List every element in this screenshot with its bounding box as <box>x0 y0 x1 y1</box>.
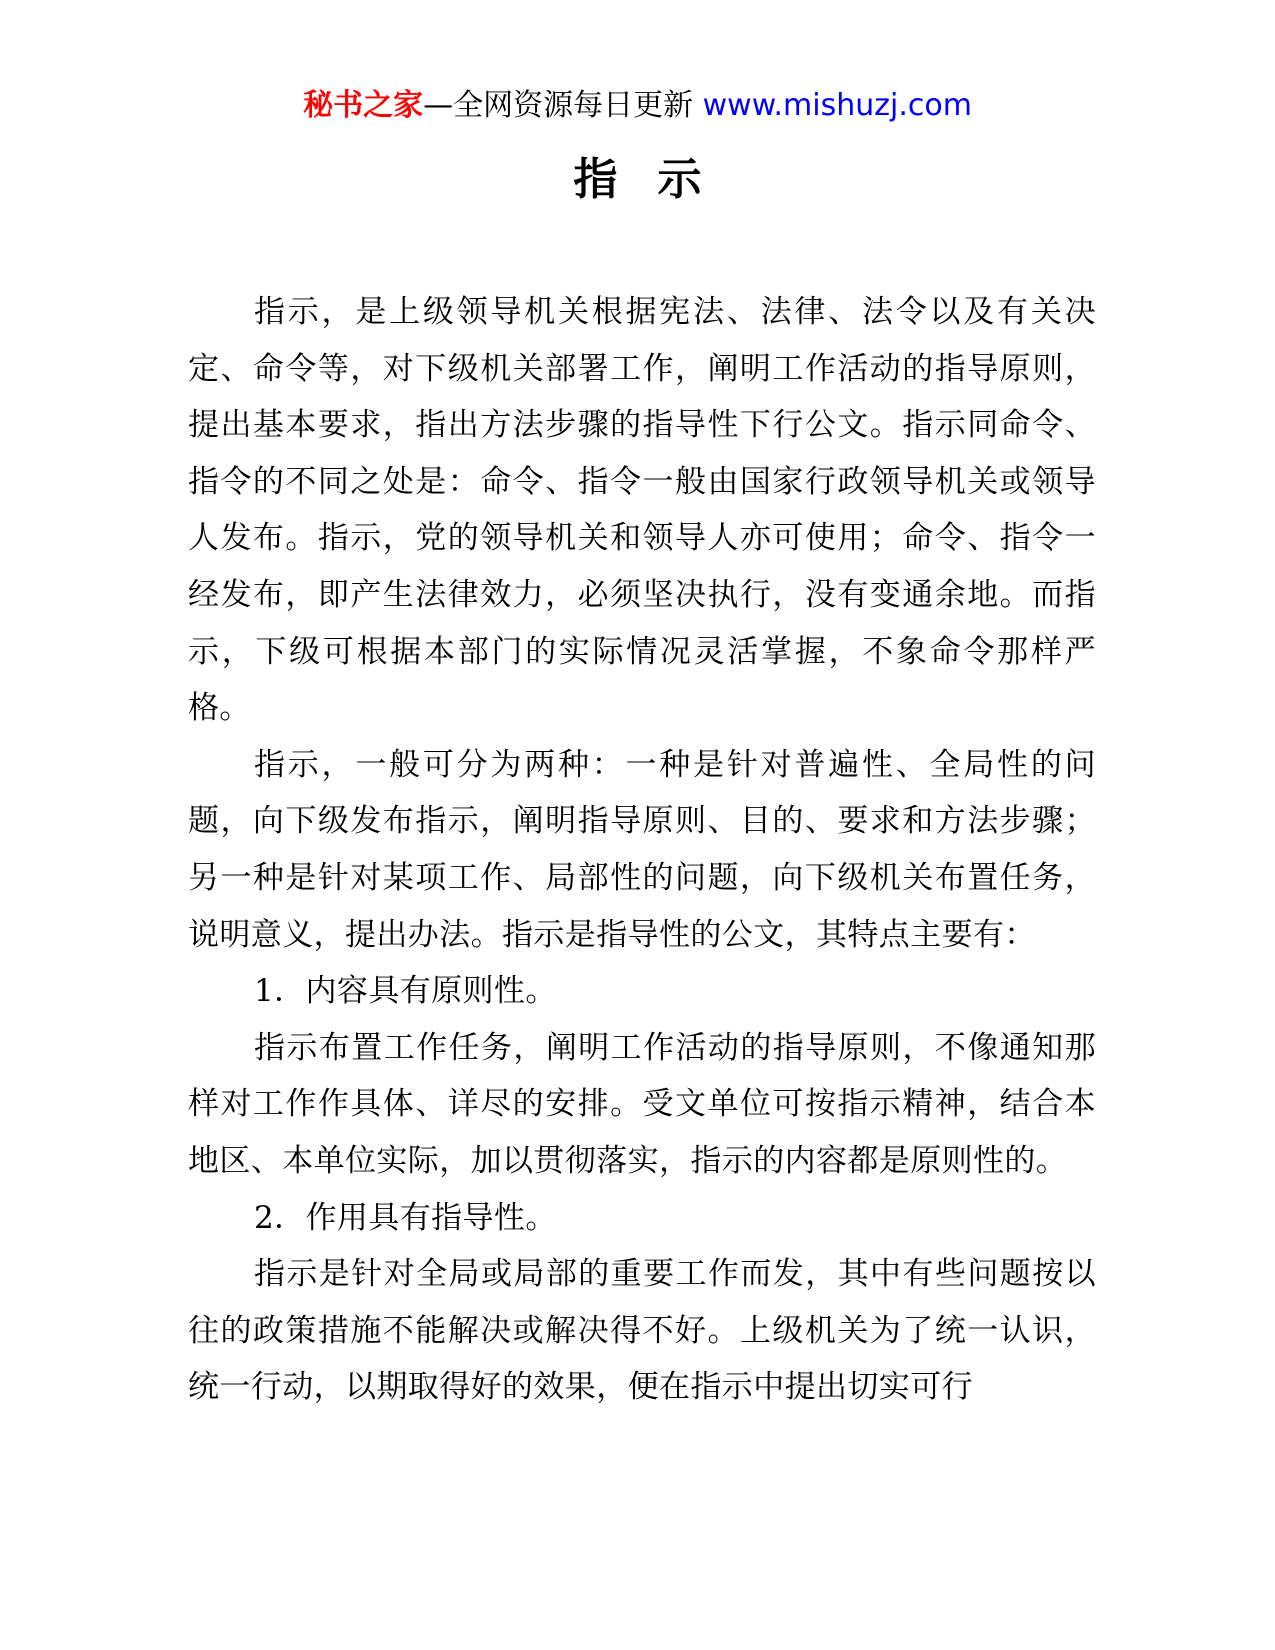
brand-name: 秘书之家 <box>303 88 424 123</box>
paragraph-types: 指示，一般可分为两种：一种是针对普遍性、全局性的问题，向下级发布指示，阐明指导原则、目的、要求和方法步骤；另一种是针对某项工作、局部性的问题，向下级机关布置任务，说明意义，提出办法。指示是指导性的公文，其特点主要有： <box>188 746 1096 953</box>
heading-guidance: 2．作用具有指导性。 <box>254 1199 557 1236</box>
document-title: 指示 <box>573 154 742 205</box>
site-url-link[interactable]: www.mishuzj.com <box>702 88 972 123</box>
banner-tagline: —全网资源每日更新 <box>423 88 694 123</box>
site-banner <box>0 84 1275 128</box>
paragraph-principle: 指示布置工作任务，阐明工作活动的指导原则，不像通知那样对工作作具体、详尽的安排。受文单位可按指示精神，结合本地区、本单位实际，加以贯彻落实，指示的内容都是原则性的。 <box>188 1029 1096 1179</box>
paragraph-guidance: 指示是针对全局或局部的重要工作而发，其中有些问题按以往的政策措施不能解决或解决得不好。上级机关为了统一认识，统一行动，以期取得好的效果，便在指示中提出切实可行 <box>188 1256 1096 1406</box>
document-body <box>188 284 1096 1416</box>
paragraph-definition: 指示，是上级领导机关根据宪法、法律、法令以及有关决定、命令等，对下级机关部署工作，阐明工作活动的指导原则，提出基本要求，指出方法步骤的指导性下行公文。指示同命令、指令的不同之处是：命令、指令一般由国家行政领导机关或领导人发布。指示，党的领导机关和领导人亦可使用；命令、指令一经发布，即产生法律效力，必须坚决执行，没有变通余地。而指示，下级可根据本部门的实际情况灵活掌握，不象命令那样严格。 <box>188 294 1096 727</box>
heading-principle: 1．内容具有原则性。 <box>254 973 557 1010</box>
